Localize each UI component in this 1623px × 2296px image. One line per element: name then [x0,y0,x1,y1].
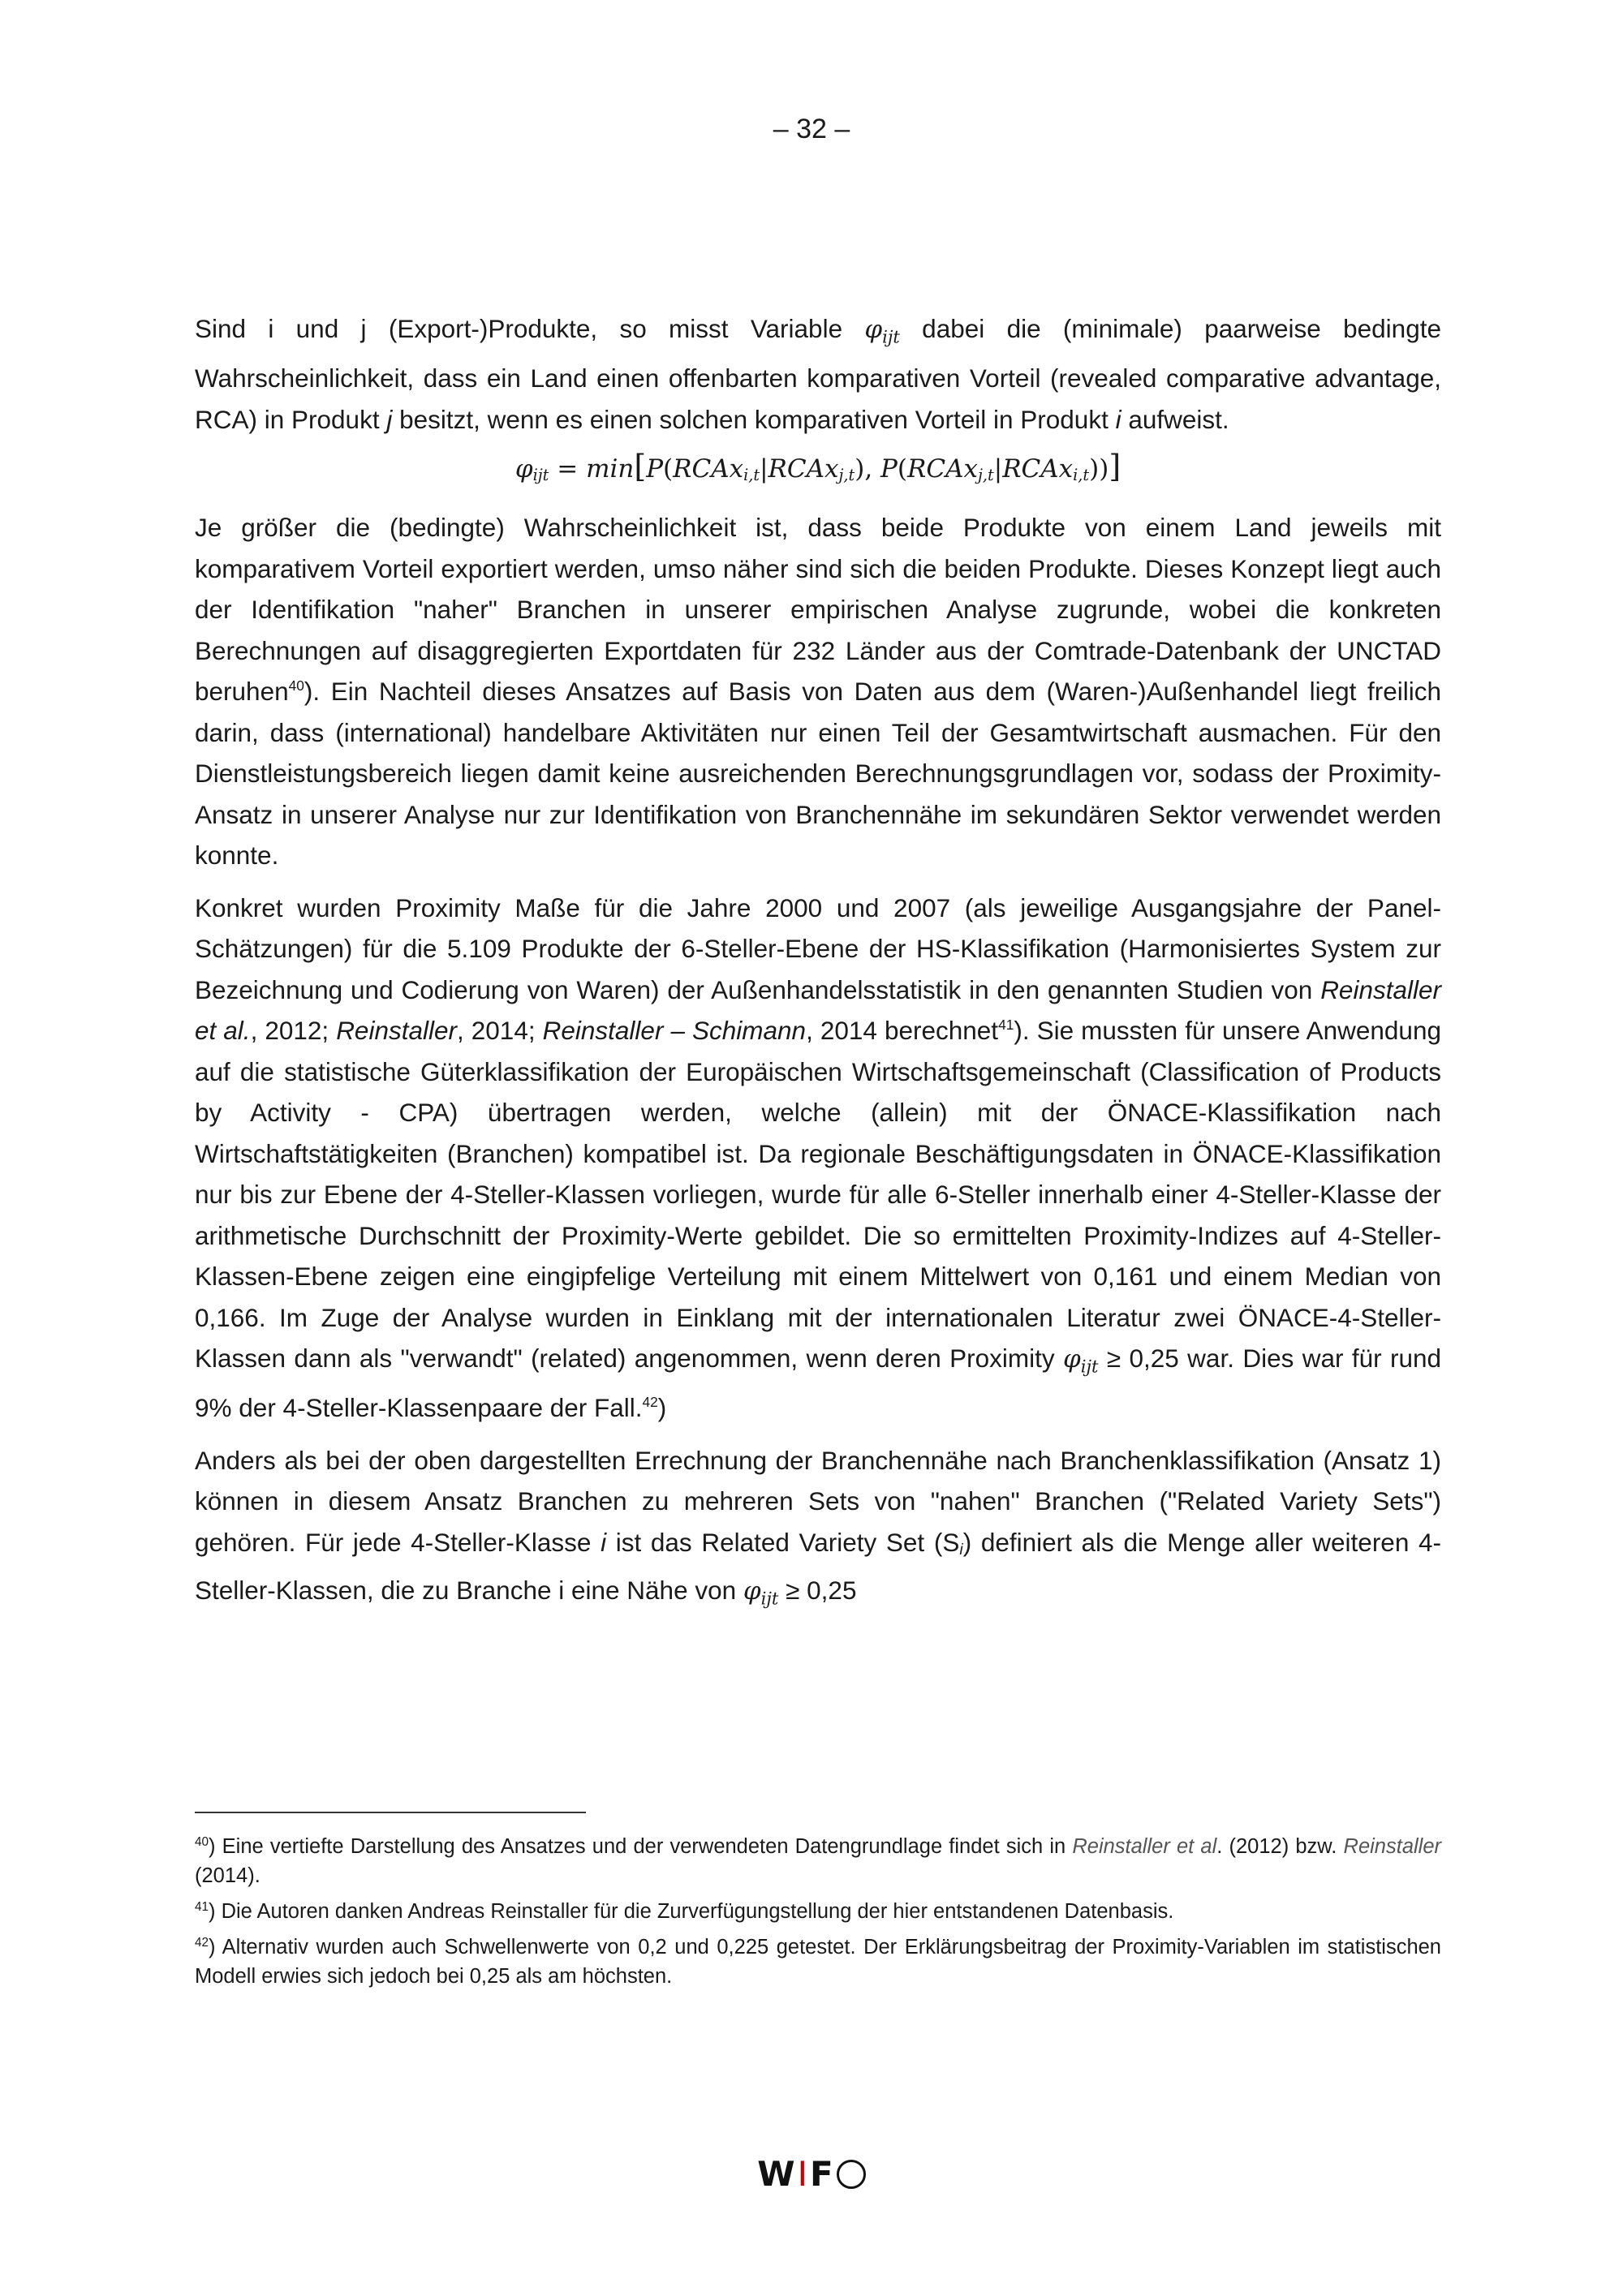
phi-symbol: $\varphi_{ijt}$ [1062,1344,1099,1377]
proximity-formula: $\varphi_{ijt}$ = min[P(RCAx$_{i,t}$|RCAx$_{j,t}$), P(RCAx$_{j,t}$|RCAx$_{i,t}$))] [514,449,1121,485]
logo-o-circle [837,2160,866,2189]
paragraph-1: Sind i und j (Export-)Produkte, so misst Variable $\varphi_{ijt}$ dabei die (minimale) paarweise bedingte Wahrscheinlichkeit, dass ein Land einen offenbarten komparativen Vorteil (revealed comparative advantage, RCA) in Produkt j besitzt, wenn es einen solchen komparativen Vorteil in Produkt i aufweist. [195,314,1441,434]
citation: Reinstaller – Schimann [542,1016,807,1046]
footnote-ref-42[interactable]: 42 [642,1394,658,1411]
footnote-40: $^{40}$) Eine vertiefte Darstellung des Ansatzes und der verwendeten Datengrundlage findet sich in Reinstaller et al. (2012) bzw. Reinstaller (2014). [195,1834,1442,1887]
footnotes [195,1832,1441,1997]
footnote-separator [195,1812,586,1813]
footnote-ref-40[interactable]: 40 [288,677,304,694]
wifo-logo: WIF [0,2154,1623,2194]
footnote-41: $^{41}$) Die Autoren danken Andreas Reinstaller für die Zurverfügungstellung der hier entstandenen Datenbasis. [195,1899,1174,1923]
footnote-42: $^{42}$) Alternativ wurden auch Schwellenwerte von 0,2 und 0,225 getestet. Der Erklärungsbeitrag der Proximity-Variablen im statistischen Modell erwies sich jedoch bei 0,25 als am höchsten. [195,1935,1441,1988]
paragraph-3: Konkret wurden Proximity Maße für die Jahre 2000 und 2007 (als jeweilige Ausgangsjahre der Panel-Schätzungen) für die 5.109 Produkte der 6-Steller-Ebene der HS-Klassifikation (Harmonisiertes System zur Bezeichnung und Codierung von Waren) der Außenhandelsstatistik in den genannten Studien von Reinstaller et al., 2012; Reinstaller, 2014; Reinstaller – Schimann, 2014 berechnet$^{41}$). Sie mussten für unsere Anwendung auf die statistische Güterklassifikation der Europäischen Wirtschaftsgemeinschaft (Classification of Products by Activity - CPA) übertragen werden, welche (allein) mit der ÖNACE-Klassifikation nach Wirtschaftstätigkeiten (Branchen) kompatibel ist. Da regionale Beschäftigungsdaten in ÖNACE-Klassifikation nur bis zur Ebene der 4-Steller-Klassen vorliegen, wurde für alle 6-Steller innerhalb einer 4-Steller-Klasse der arithmetische Durchschnitt der Proximity-Werte gebildet. Die so ermittelten Proximity-Indizes auf 4-Steller-Klassen-Ebene zeigen eine eingipfelige Verteilung mit einem Mittelwert von 0,161 und einem Median von 0,166. Im Zuge der Analyse wurden in Einklang mit der internationalen Literatur zwei ÖNACE-4-Steller-Klassen dann als "verwandt" (related) angenommen, wenn deren Proximity $\varphi_{ijt} \ge 0,25$ war. Dies war für rund 9% der 4-Steller-Klassenpaare der Fall.$^{42}$) [195,892,1442,1423]
page-number: – 32 – [773,114,850,144]
paragraph-4: Anders als bei der oben dargestellten Errechnung der Branchennähe nach Branchenklassifikation (Ansatz 1) können in diesem Ansatz Branchen zu mehreren Sets von "nahen" Branchen ("Related Variety Sets") gehören. Für jede 4-Steller-Klasse i ist das Related Variety Set $(S_i)$ definiert als die Menge aller weiteren 4-Steller-Klassen, die zu Branche i eine Nähe von $\varphi_{ijt} \ge 0,25$ [195,1445,1442,1609]
footnote-ref-41[interactable]: 41 [998,1016,1014,1033]
main-text [195,308,1441,1631]
citation: Reinstaller et al. [195,974,1441,1046]
phi-symbol: $\varphi_{ijt}$ [864,315,900,347]
phi-symbol: $\varphi_{ijt}$ [743,1576,779,1609]
citation: Reinstaller [336,1016,457,1046]
paragraph-2: Je größer die (bedingte) Wahrscheinlichkeit ist, dass beide Produkte von einem Land jeweils mit komparativem Vorteil exportiert werden, umso näher sind sich die beiden Produkte. Dieses Konzept liegt auch der Identifikation "naher" Branchen in unserer empirischen Analyse zugrunde, wobei die konkreten Berechnungen auf disaggregierten Exportdaten für 232 Länder aus der Comtrade-Datenbank der UNCTAD beruhen$^{40}$). Ein Nachteil dieses Ansatzes auf Basis von Daten aus dem (Waren-)Außenhandel liegt freilich darin, dass (international) handelbare Aktivitäten nur einen Teil der Gesamtwirtschaft ausmachen. Für den Dienstleistungsbereich liegen damit keine ausreichenden Berechnungsgrundlagen vor, sodass der Proximity-Ansatz in unserer Analyse nur zur Identifikation von Branchennähe im sekundären Sektor verwendet werden konnte. [195,513,1441,871]
